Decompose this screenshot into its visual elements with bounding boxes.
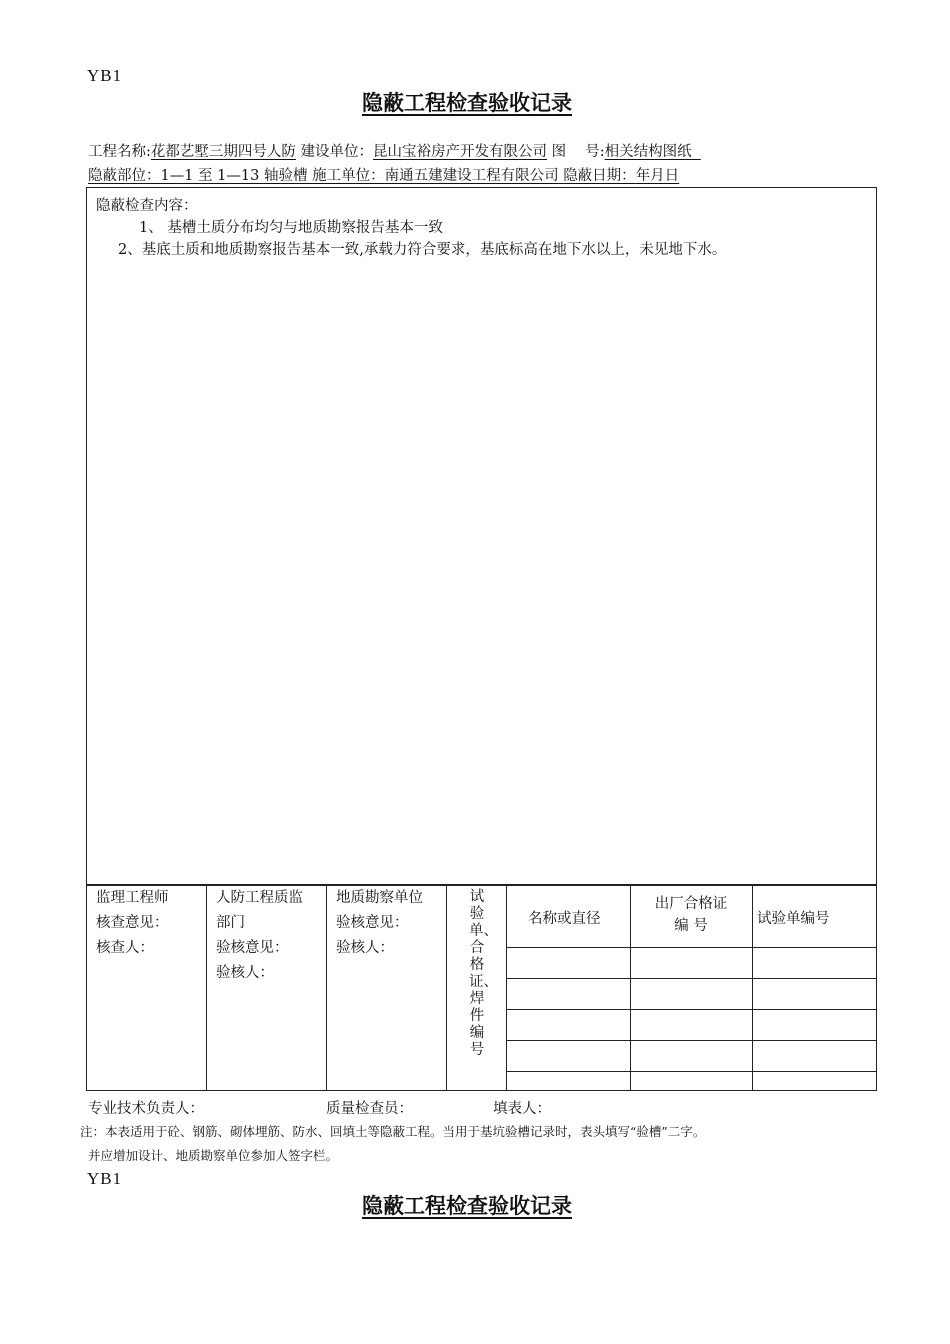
contractor-label: 施工单位： (312, 168, 385, 184)
col-header-cert-line1: 出厂合格 (654, 896, 713, 912)
qc-label: 质量检查员： (326, 1101, 413, 1117)
col-header-name: 名称或直径 (528, 911, 601, 927)
note-line-2: 并应增加设计、地质勘察单位参加人签字栏。 (88, 1148, 339, 1163)
project-name-label: 工程名称: (88, 144, 151, 160)
note-line-1: 注：本表适用于砼、钢筋、砌体埋筋、防水、回填土等隐蔽工程。当用于基坑验槽记录时，表头填写“验槽”二字。 (80, 1124, 706, 1139)
contractor-value: 南通五建建设工程有限公司 (384, 168, 559, 184)
location-label: 隐蔽部位： (88, 168, 161, 184)
vertical-label: 试验单、合格证、焊件编号 (469, 889, 498, 1058)
header-row-2 (88, 164, 679, 185)
drawing-value: 相关结构图纸 (604, 144, 692, 160)
location-value: 1—1 至 1—13 轴验槽 (160, 168, 308, 184)
supervisor-opinion: 核查意见： (96, 915, 169, 931)
geology-title: 地质勘察单位 (336, 890, 423, 906)
col-header-cert-line1b: 证 (712, 896, 728, 912)
inspection-content-box (86, 187, 877, 886)
form-code: YB1 (87, 66, 123, 85)
geology-block (336, 886, 423, 961)
header-row-1 (88, 140, 701, 161)
col-header-test: 试验单编号 (757, 911, 830, 927)
civil-defense-block (216, 886, 303, 986)
page-title: 隐蔽工程检查验收记录 (362, 91, 572, 115)
page-title-page2: 隐蔽工程检查验收记录 (362, 1194, 572, 1218)
civil-defense-opinion: 验核意见： (216, 940, 289, 956)
col-header-cert (630, 893, 752, 937)
date-label: 隐蔽日期： (563, 168, 636, 184)
geology-opinion: 验核意见： (336, 915, 409, 931)
filler-label: 填表人： (493, 1101, 551, 1117)
form-code-page2: YB1 (87, 1169, 123, 1188)
col-header-cert-line2: 编 号 (674, 918, 708, 934)
civil-defense-title: 人防工程质监 (216, 890, 303, 906)
content-label: 隐蔽检查内容： (96, 198, 198, 214)
content-item-2: 2、基底土质和地质勘察报告基本一致,承载力符合要求，基底标高在地下水以上，未见地下水。 (118, 242, 727, 258)
civil-defense-dept: 部门 (216, 915, 245, 931)
drawing-label: 图 号: (551, 144, 605, 160)
supervisor-block (96, 886, 169, 961)
geology-checker: 验核人： (336, 940, 394, 956)
supervisor-title: 监理工程师 (96, 890, 169, 906)
civil-defense-checker: 验核人： (216, 965, 274, 981)
signoff-section (86, 884, 877, 1091)
date-value: 年月日 (635, 168, 680, 184)
supervisor-checker: 核查人： (96, 940, 154, 956)
content-item-1: 1、 基槽土质分布均匀与地质勘察报告基本一致 (139, 220, 443, 236)
builder-value: 昆山宝裕房产开发有限公司 (373, 144, 547, 160)
builder-label: 建设单位： (300, 144, 373, 160)
project-name-value: 花都艺墅三期四号人防 (150, 144, 296, 160)
tech-lead-label: 专业技术负责人： (88, 1101, 204, 1117)
